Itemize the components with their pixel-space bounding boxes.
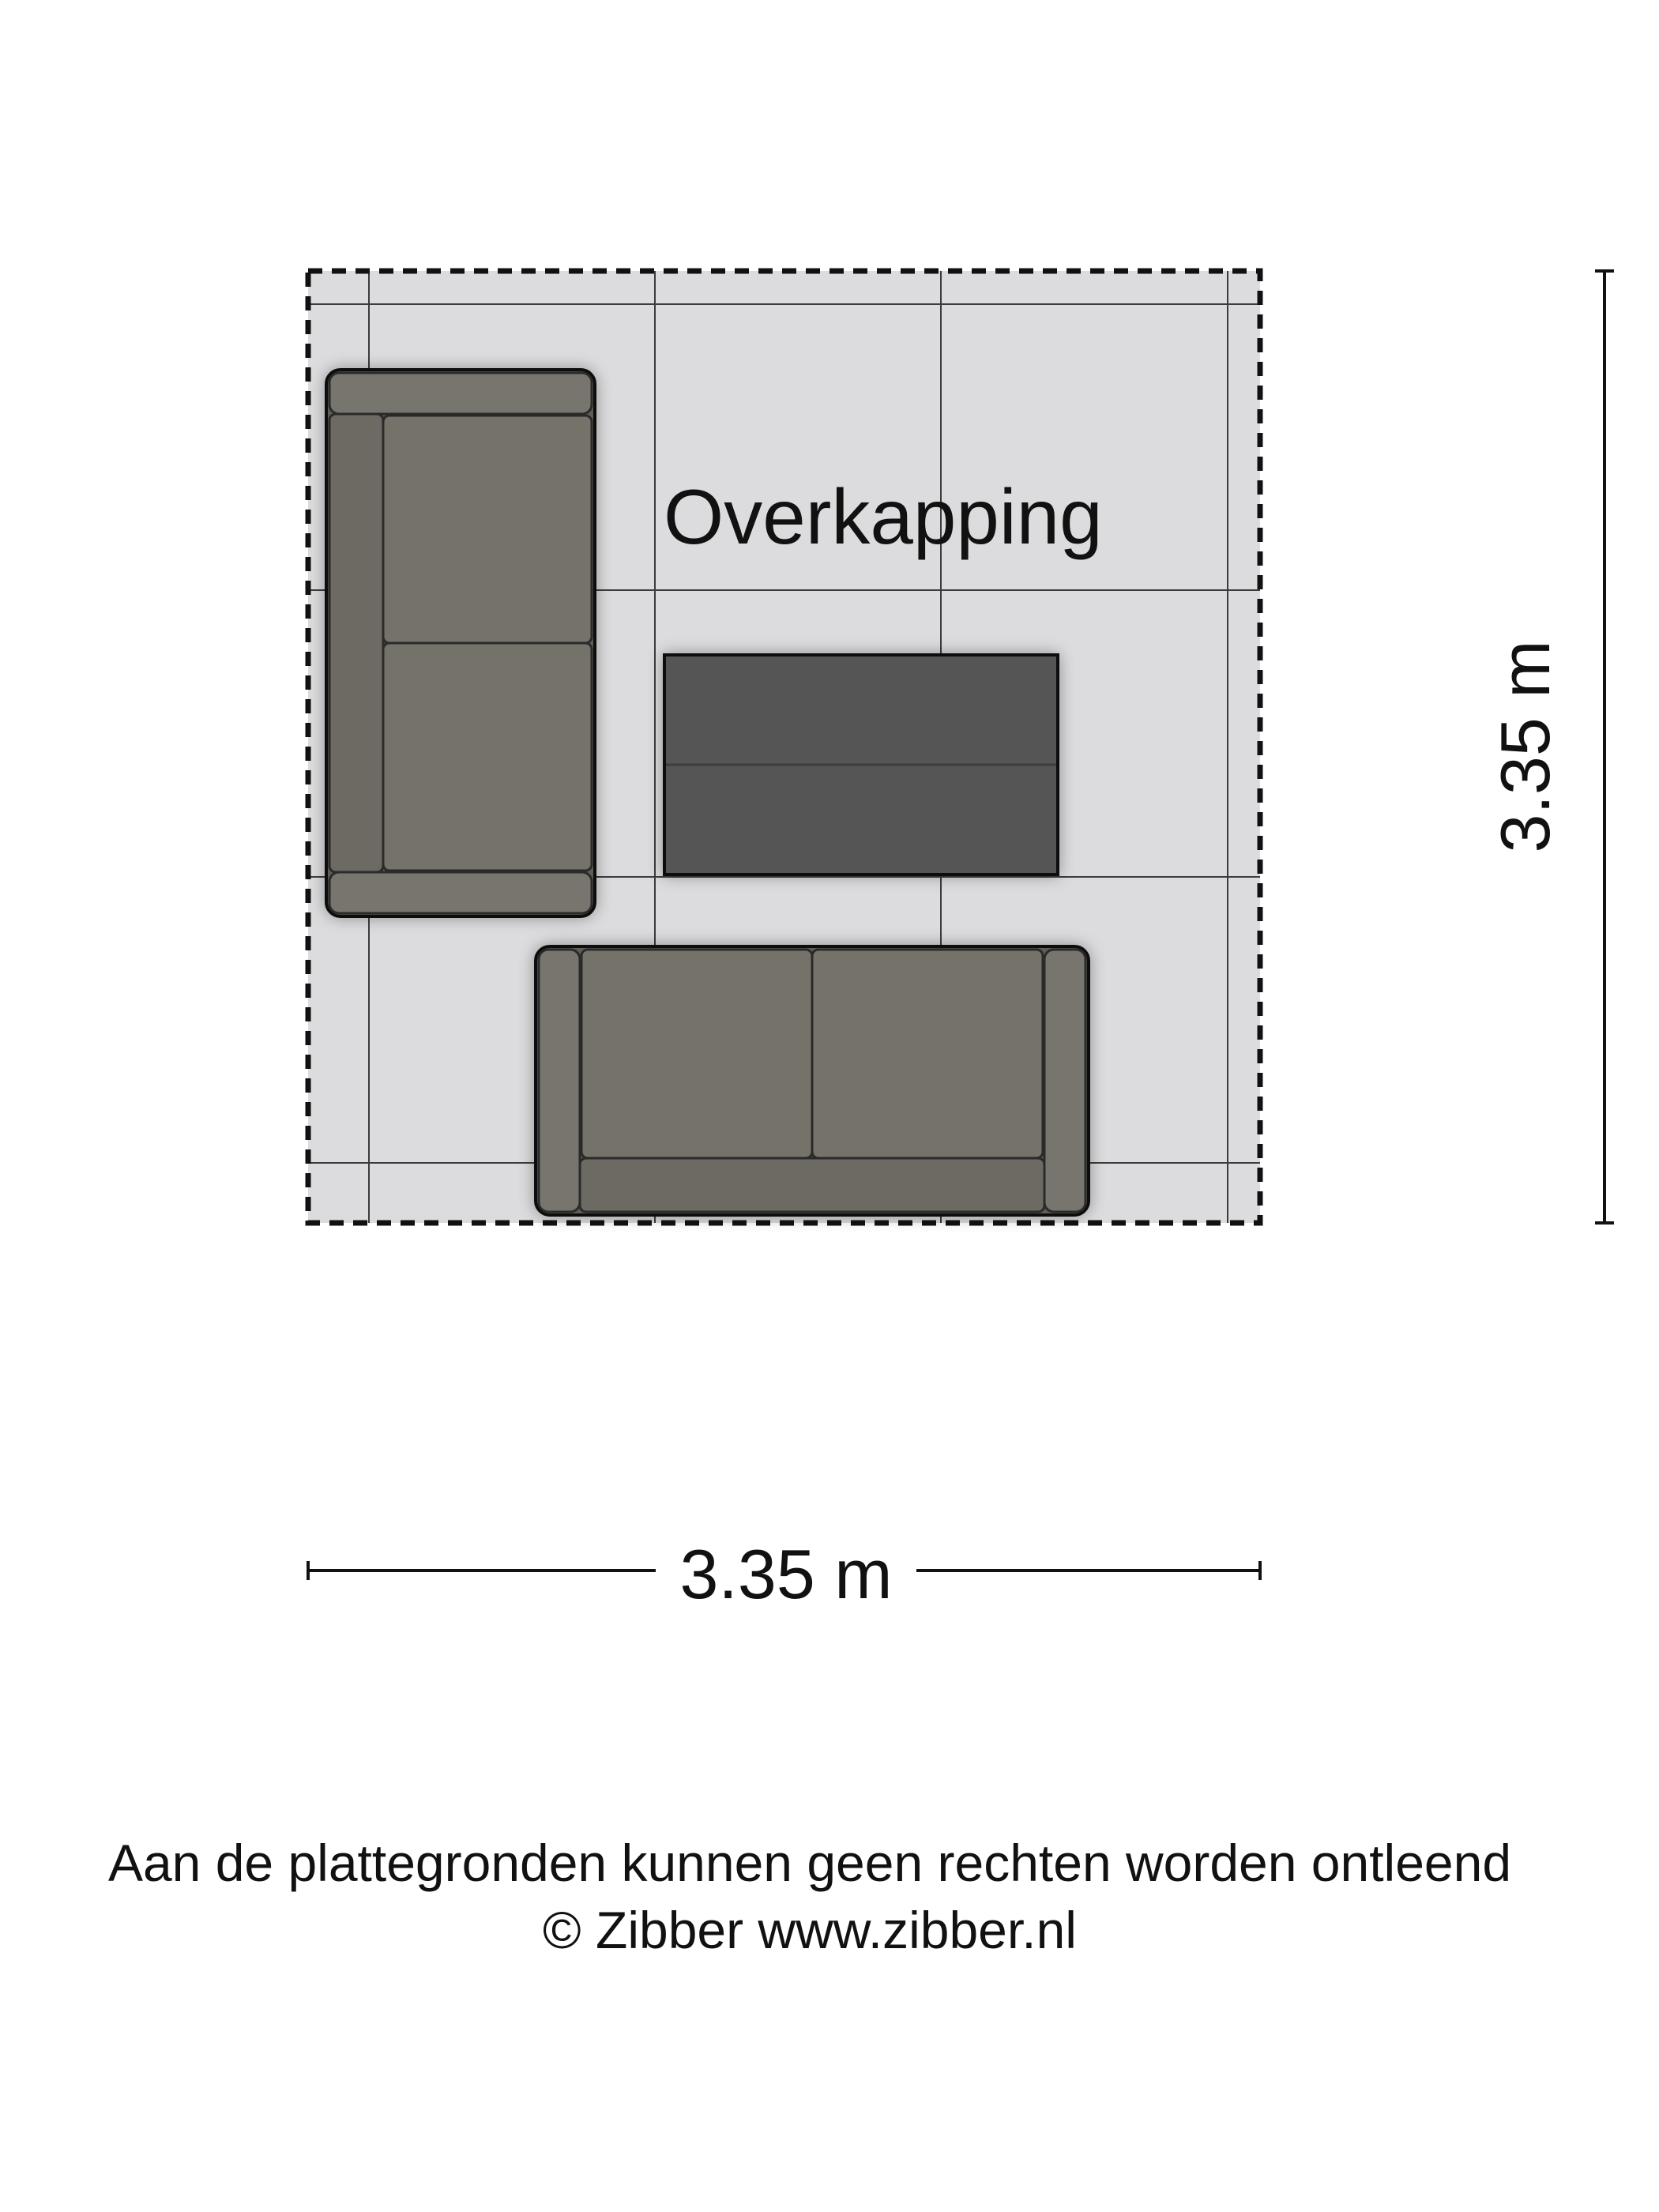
sofa-bottom xyxy=(536,946,1089,1215)
coffee-table xyxy=(664,655,1058,875)
dimension-height-line xyxy=(1595,271,1614,1223)
dimension-height-label: 3.35 m xyxy=(1485,616,1572,877)
disclaimer-text: Aan de plattegronden kunnen geen rechten worden ontleend xyxy=(107,1834,1512,1892)
room-label: Overkapping xyxy=(664,473,1103,560)
sofa-left xyxy=(326,370,595,916)
dimension-width-label: 3.35 m xyxy=(656,1534,916,1615)
copyright-text: © Zibber www.zibber.nl xyxy=(543,1901,1077,1959)
